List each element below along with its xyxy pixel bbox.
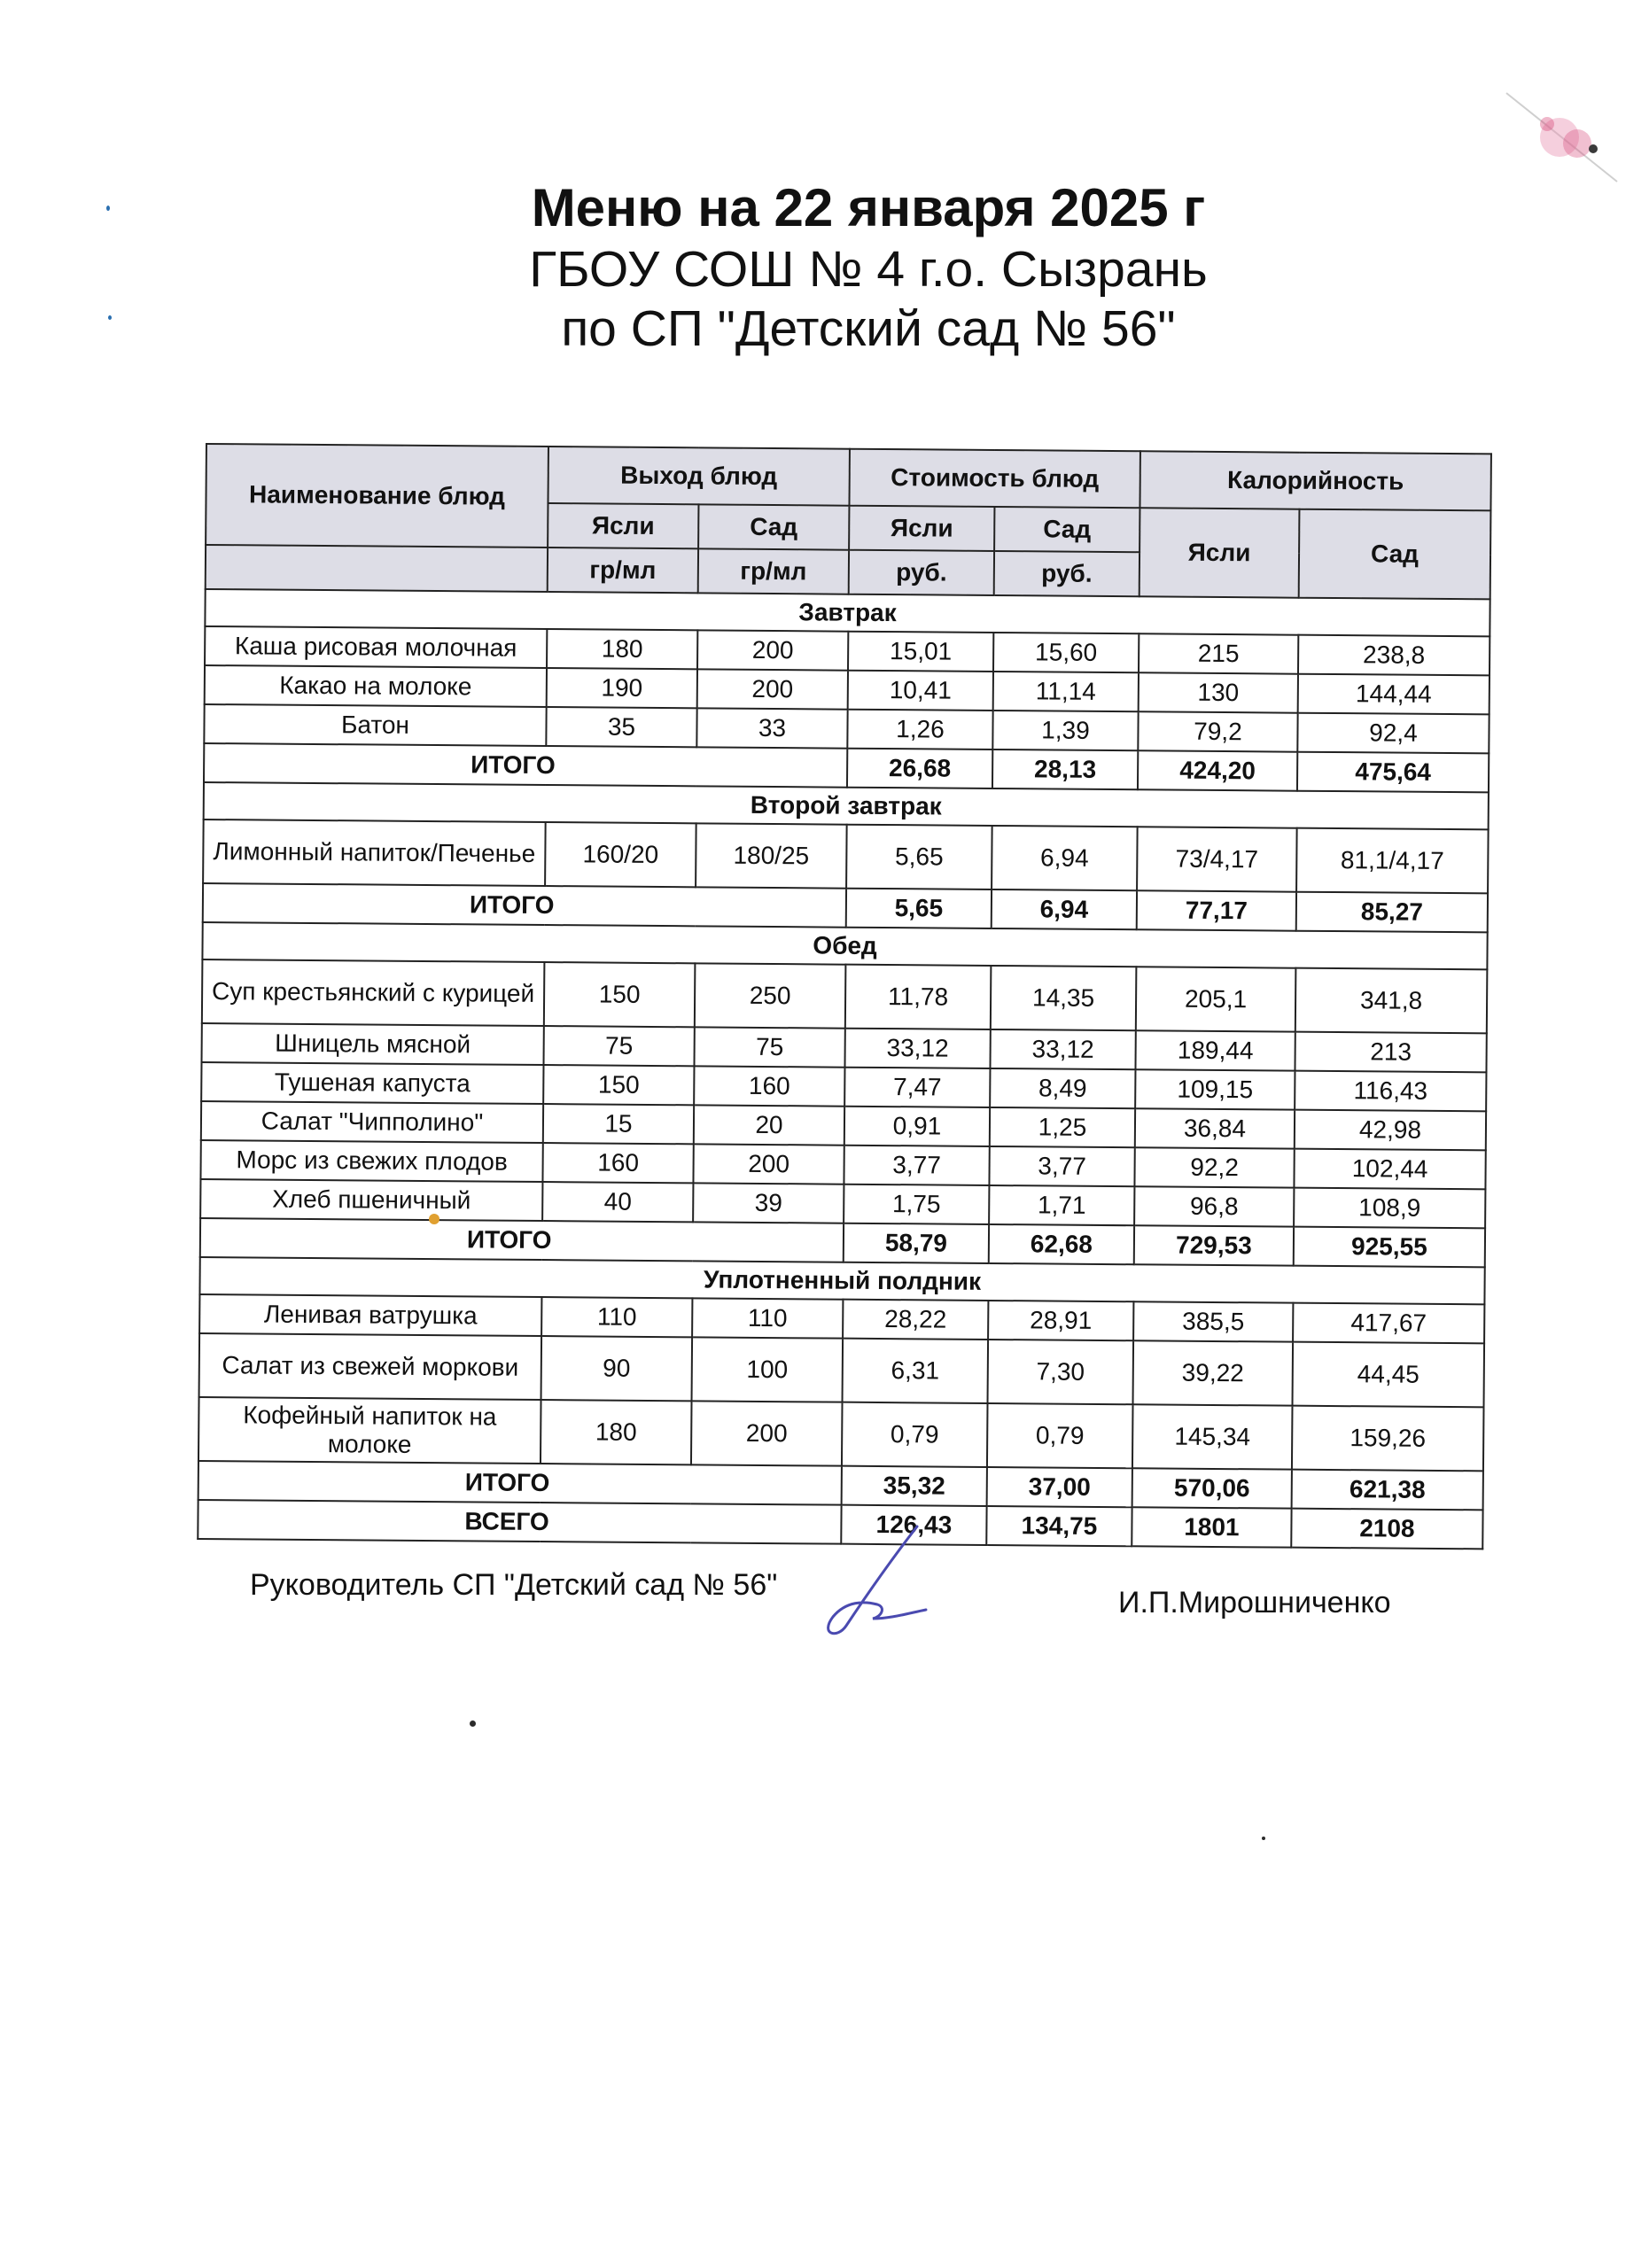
total-cost-garden: 37,00 (987, 1467, 1132, 1507)
section-title: Уплотненный полдник (199, 1257, 1484, 1304)
stamp-fragment-icon (1489, 89, 1622, 186)
dish-name: Кофейный напиток на молоке (198, 1397, 541, 1464)
signature-icon (811, 1519, 944, 1643)
total-label: ИТОГО (200, 1218, 844, 1262)
yield-nursery: 180 (541, 1400, 692, 1464)
calories-nursery: 39,22 (1133, 1340, 1294, 1405)
menu-table-body (198, 589, 1490, 1549)
dish-name: Ленивая ватрушка (199, 1294, 541, 1336)
cost-garden: 7,30 (988, 1340, 1134, 1404)
document-title (425, 177, 1311, 359)
calories-garden: 42,98 (1295, 1110, 1486, 1151)
header-yield-garden: Сад (698, 504, 849, 549)
cost-nursery: 28,22 (843, 1300, 988, 1340)
cost-garden: 8,49 (990, 1068, 1135, 1108)
dish-name: Салат из свежей моркови (199, 1333, 542, 1400)
dish-name: Хлеб пшеничный (200, 1179, 542, 1221)
cost-nursery: 1,26 (847, 710, 992, 750)
cost-garden: 33,12 (990, 1029, 1135, 1069)
table-row (202, 959, 1488, 1033)
yield-garden: 33 (696, 708, 847, 748)
dish-name: Каша рисовая молочная (205, 626, 547, 668)
yield-garden: 200 (691, 1401, 843, 1465)
calories-nursery: 109,15 (1135, 1069, 1295, 1109)
cost-nursery: 7,47 (844, 1068, 990, 1107)
cost-nursery: 3,77 (844, 1146, 989, 1185)
header-yield: Выход блюд (548, 447, 849, 506)
yield-nursery: 15 (543, 1104, 694, 1144)
yield-garden: 180/25 (696, 823, 847, 888)
cost-nursery: 6,31 (843, 1339, 989, 1403)
scan-speck (1262, 1837, 1265, 1840)
calories-garden: 238,8 (1298, 635, 1490, 676)
cost-nursery: 1,75 (844, 1184, 989, 1224)
grand-total-cost-nursery: 126,43 (841, 1505, 986, 1545)
cost-garden: 14,35 (991, 966, 1137, 1030)
title-date-line: Меню на 22 января 2025 г (531, 178, 1206, 237)
table-row (199, 1333, 1485, 1407)
yield-garden: 250 (695, 963, 846, 1028)
total-label: ИТОГО (198, 1461, 842, 1505)
dish-name: Батон (204, 704, 546, 746)
total-calories-garden: 621,38 (1292, 1470, 1483, 1511)
calories-nursery: 205,1 (1136, 967, 1296, 1031)
cost-nursery: 0,91 (844, 1107, 990, 1146)
total-calories-nursery: 729,53 (1134, 1225, 1294, 1265)
yield-garden: 200 (697, 630, 848, 670)
section-title: Завтрак (205, 589, 1490, 636)
calories-garden: 417,67 (1293, 1303, 1484, 1344)
header-calories-nursery: Ясли (1140, 508, 1300, 597)
total-cost-nursery: 58,79 (844, 1223, 989, 1263)
yield-garden: 200 (697, 669, 848, 709)
calories-garden: 108,9 (1294, 1188, 1485, 1229)
yield-garden: 75 (694, 1027, 844, 1067)
calories-garden: 81,1/4,17 (1296, 828, 1489, 894)
grand-total-label: ВСЕГО (198, 1500, 841, 1544)
yield-nursery: 150 (544, 962, 696, 1027)
cost-garden: 11,14 (993, 672, 1139, 711)
dish-name: Суп крестьянский с курицей (202, 959, 545, 1026)
total-cost-garden: 6,94 (992, 889, 1137, 929)
yield-garden: 160 (694, 1066, 844, 1106)
dish-name: Салат "Чипполино" (201, 1101, 543, 1143)
section-title: Второй завтрак (204, 782, 1489, 829)
yield-nursery: 190 (547, 668, 697, 708)
total-calories-nursery: 570,06 (1132, 1468, 1292, 1508)
dish-name: Тушеная капуста (201, 1062, 543, 1104)
cost-nursery: 11,78 (845, 965, 992, 1029)
yield-garden: 20 (694, 1105, 844, 1145)
calories-garden: 159,26 (1292, 1406, 1484, 1472)
total-cost-garden: 28,13 (992, 750, 1138, 789)
total-label: ИТОГО (204, 743, 847, 788)
total-cost-nursery: 5,65 (846, 889, 992, 928)
cost-garden: 3,77 (989, 1146, 1134, 1186)
scan-speck (108, 315, 112, 320)
cost-nursery: 33,12 (844, 1029, 990, 1068)
yield-garden: 110 (692, 1298, 843, 1338)
section-title: Обед (202, 922, 1487, 969)
total-label: ИТОГО (203, 883, 846, 928)
header-calories-garden: Сад (1299, 509, 1491, 600)
yield-garden: 200 (693, 1144, 844, 1184)
total-calories-garden: 925,55 (1294, 1227, 1485, 1268)
total-cost-nursery: 35,32 (842, 1466, 987, 1506)
calories-garden: 116,43 (1295, 1071, 1486, 1112)
cost-nursery: 0,79 (842, 1402, 988, 1467)
calories-nursery: 92,2 (1134, 1147, 1294, 1187)
calories-nursery: 130 (1139, 672, 1298, 712)
footer-role: Руководитель СП "Детский сад № 56" (250, 1568, 778, 1602)
dish-name: Морс из свежих плодов (200, 1140, 542, 1182)
title-kindergarten-line: по СП "Детский сад № 56" (561, 300, 1176, 358)
calories-garden: 144,44 (1298, 674, 1490, 715)
calories-garden: 341,8 (1295, 968, 1488, 1034)
cost-garden: 15,60 (993, 633, 1139, 672)
calories-nursery: 36,84 (1135, 1108, 1295, 1148)
grand-total-cost-garden: 134,75 (986, 1506, 1132, 1546)
calories-nursery: 96,8 (1134, 1186, 1294, 1226)
header-cost: Стоимость блюд (849, 449, 1140, 509)
calories-nursery: 145,34 (1132, 1404, 1293, 1469)
cost-garden: 28,91 (988, 1301, 1133, 1340)
calories-garden: 102,44 (1294, 1149, 1485, 1190)
total-cost-nursery: 26,68 (847, 749, 992, 788)
yield-nursery: 90 (541, 1336, 693, 1401)
header-unit-yield-nursery: гр/мл (548, 548, 698, 593)
calories-garden: 44,45 (1293, 1342, 1485, 1408)
calories-nursery: 215 (1139, 633, 1298, 673)
scan-speck (429, 1214, 439, 1224)
calories-nursery: 73/4,17 (1137, 827, 1297, 891)
footer-person: И.П.Мирошниченко (1118, 1586, 1391, 1619)
grand-total-calories-nursery: 1801 (1132, 1507, 1291, 1547)
dish-name: Лимонный напиток/Печенье (203, 819, 546, 886)
scan-speck (470, 1720, 476, 1727)
total-cost-garden: 62,68 (989, 1224, 1134, 1264)
total-calories-garden: 85,27 (1296, 892, 1488, 933)
calories-garden: 92,4 (1297, 713, 1489, 754)
yield-nursery: 150 (543, 1065, 694, 1105)
yield-nursery: 110 (541, 1297, 692, 1337)
grand-total-calories-garden: 2108 (1291, 1509, 1482, 1550)
header-unit-cost-nursery: руб. (849, 550, 994, 595)
calories-nursery: 79,2 (1138, 711, 1297, 751)
menu-table-header (206, 444, 1491, 599)
yield-nursery: 180 (547, 629, 697, 669)
cost-nursery: 10,41 (848, 671, 993, 711)
yield-garden: 39 (693, 1183, 844, 1223)
total-calories-nursery: 424,20 (1138, 750, 1297, 790)
header-unit-blank (206, 545, 548, 592)
scan-speck (106, 206, 110, 211)
yield-nursery: 35 (546, 707, 696, 747)
cost-garden: 6,94 (992, 826, 1138, 890)
header-cost-nursery: Ясли (849, 506, 994, 551)
total-calories-garden: 475,64 (1297, 752, 1489, 793)
header-unit-yield-garden: гр/мл (698, 548, 849, 594)
yield-nursery: 75 (543, 1026, 694, 1066)
calories-garden: 213 (1295, 1032, 1486, 1073)
header-yield-nursery: Ясли (548, 503, 698, 548)
title-school-line: ГБОУ СОШ № 4 г.о. Сызрань (529, 240, 1208, 298)
header-unit-cost-garden: руб. (994, 551, 1140, 596)
cost-garden: 1,71 (989, 1185, 1134, 1225)
cost-garden: 1,25 (990, 1107, 1135, 1147)
yield-nursery: 160 (542, 1143, 693, 1183)
yield-garden: 100 (692, 1337, 844, 1402)
yield-nursery: 40 (542, 1182, 693, 1222)
dish-name: Какао на молоке (205, 665, 547, 707)
calories-nursery: 189,44 (1135, 1030, 1295, 1070)
cost-garden: 1,39 (992, 711, 1138, 750)
header-calories: Калорийность (1140, 451, 1491, 510)
menu-table (197, 443, 1492, 1550)
yield-nursery: 160/20 (545, 822, 696, 887)
cost-garden: 0,79 (987, 1403, 1133, 1468)
header-dish-name: Наименование блюд (206, 444, 548, 548)
cost-nursery: 5,65 (846, 825, 992, 889)
cost-nursery: 15,01 (848, 632, 993, 672)
total-calories-nursery: 77,17 (1137, 890, 1296, 930)
table-row (203, 819, 1489, 893)
header-cost-garden: Сад (994, 507, 1140, 552)
dish-name: Шницель мясной (202, 1023, 544, 1065)
calories-nursery: 385,5 (1133, 1301, 1293, 1341)
table-row (198, 1397, 1484, 1471)
